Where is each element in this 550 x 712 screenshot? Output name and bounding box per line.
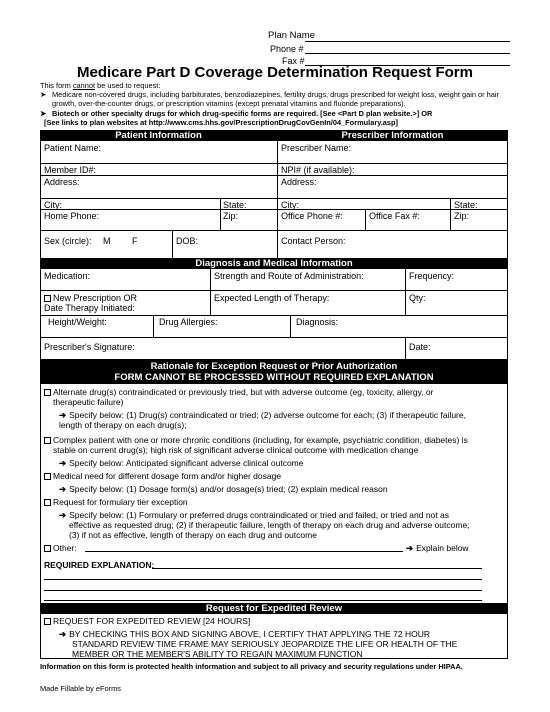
checkbox-icon[interactable] bbox=[44, 473, 51, 480]
arrow-right-icon: ➔ bbox=[59, 458, 67, 468]
checkbox-icon[interactable] bbox=[44, 295, 51, 302]
prescriber-address-field[interactable]: Address: bbox=[281, 177, 317, 187]
explanation-line-4[interactable] bbox=[44, 600, 482, 601]
date-therapy-field[interactable]: Date Therapy Initiated: bbox=[44, 303, 135, 313]
option-medical-need[interactable]: Medical need for different dosage form and/or higher dosage bbox=[44, 471, 281, 481]
prescriber-info-header: Prescriber Information bbox=[277, 130, 508, 141]
qty-field[interactable]: Qty: bbox=[409, 293, 426, 303]
prescriber-name-field[interactable]: Prescriber Name: bbox=[281, 143, 352, 153]
phone-label: Phone # bbox=[270, 44, 304, 54]
page-title: Medicare Part D Coverage Determination Request Form bbox=[77, 64, 473, 81]
new-prescription-option[interactable]: New Prescription OR bbox=[44, 293, 137, 303]
contact-person-field[interactable]: Contact Person: bbox=[281, 236, 346, 246]
expedited-header: Request for Expedited Review bbox=[40, 603, 508, 614]
expedited-request-option[interactable]: REQUEST FOR EXPEDITED REVIEW [24 HOURS] bbox=[44, 616, 250, 626]
patient-info-header: Patient Information bbox=[40, 130, 277, 141]
patient-state-field[interactable]: State: bbox=[223, 200, 247, 210]
intro-bullet-1: ➤ Medicare non-covered drugs, including barbiturates, benzodiazepines, fertility drugs, drugs prescribed for weight loss, weight gain or hair growth, over-the-counter drugs, or prescription vitamins (except prenatal vitamins and fluoride preparations). bbox=[40, 90, 499, 108]
other-field[interactable] bbox=[85, 551, 403, 552]
prescriber-signature-field[interactable]: Prescriber's Signature: bbox=[44, 342, 135, 352]
strength-route-field[interactable]: Strength and Route of Administration: bbox=[214, 271, 364, 281]
option-tier-exception[interactable]: Request for formulary tier exception bbox=[44, 497, 188, 507]
patient-zip-field[interactable]: Zip: bbox=[223, 211, 239, 221]
arrow-right-icon: ➔ bbox=[59, 410, 67, 420]
arrow-right-icon: ➔ bbox=[59, 484, 67, 494]
drug-allergies-field[interactable]: Drug Allergies: bbox=[159, 317, 218, 327]
checkbox-icon[interactable] bbox=[44, 499, 51, 506]
prescriber-state-field[interactable]: State: bbox=[454, 200, 478, 210]
specify-tier-exception-cont: effective as requested drug; (2) if therapeutic failure, length of therapy on each drug and adverse outcome; bbox=[69, 520, 470, 530]
fax-label: Fax # bbox=[282, 56, 305, 66]
expected-length-field[interactable]: Expected Length of Therapy: bbox=[214, 293, 330, 303]
medication-field[interactable]: Medication: bbox=[44, 271, 91, 281]
specify-medical-need: ➔ Specify below: (1) Dosage form(s) and/or dosage(s) tried; (2) explain medical reason bbox=[59, 484, 388, 494]
made-by-label: Made Fillable by eForms bbox=[40, 684, 121, 693]
checkbox-icon[interactable] bbox=[44, 389, 51, 396]
prescriber-zip-field[interactable]: Zip: bbox=[454, 211, 470, 221]
member-id-field[interactable]: Member ID#: bbox=[44, 165, 97, 175]
expedited-cert-cont2: MEMBER OR THE MEMBER'S ABILITY TO REGAIN MAXIMUM FUNCTION bbox=[72, 649, 363, 659]
rationale-header bbox=[40, 359, 508, 384]
sex-m[interactable]: M bbox=[103, 236, 111, 246]
arrow-right-icon: ➔ bbox=[406, 543, 414, 553]
plan-name-field[interactable] bbox=[305, 41, 510, 42]
specify-tier-exception: ➔ Specify below: (1) Formulary or preferred drugs contraindicated or tried and failed, or tried and not as bbox=[59, 510, 449, 520]
checkbox-icon[interactable] bbox=[44, 545, 51, 552]
rationale-title: Rationale for Exception Request or Prior Authorization bbox=[150, 361, 398, 372]
npi-field[interactable]: NPI# (if available): bbox=[281, 165, 355, 175]
diagnosis-header: Diagnosis and Medical Information bbox=[40, 258, 508, 269]
sex-field[interactable]: Sex (circle): M F bbox=[44, 236, 138, 246]
phone-field[interactable] bbox=[305, 53, 510, 54]
option-alternate-drugs[interactable]: Alternate drug(s) contraindicated or previously tried, but with adverse outcome (eg, toxicity, allergy, or bbox=[44, 387, 433, 397]
intro-line: This form cannot be used to request: bbox=[40, 81, 161, 90]
home-phone-field[interactable]: Home Phone: bbox=[44, 211, 100, 221]
patient-address-field[interactable]: Address: bbox=[44, 177, 80, 187]
explanation-line-3[interactable] bbox=[44, 590, 482, 591]
rationale-warning: FORM CANNOT BE PROCESSED WITHOUT REQUIRED EXPLANATION bbox=[114, 372, 434, 383]
dob-field[interactable]: DOB: bbox=[176, 236, 199, 246]
intro-bullet-2: ➤ Biotech or other specialty drugs for which drug-specific forms are required. [See <Part D plan website.>] OR [See links to plan websites at http://www.cms.hhs.gov/PrescriptionDrugCovGenIn/04_Formulary.asp] bbox=[40, 109, 433, 127]
option-other[interactable]: Other: bbox=[44, 543, 77, 553]
hipaa-notice: Information on this form is protected health information and subject to all privacy and security regulations under HIPAA. bbox=[40, 662, 463, 671]
signature-date-field[interactable]: Date: bbox=[409, 342, 431, 352]
expedited-cert: ➔ BY CHECKING THIS BOX AND SIGNING ABOVE, I CERTIFY THAT APPLYING THE 72 HOUR bbox=[59, 629, 431, 639]
diagnosis-field[interactable]: Diagnosis: bbox=[296, 317, 339, 327]
prescriber-city-field[interactable]: City: bbox=[281, 200, 299, 210]
explanation-line-2[interactable] bbox=[44, 579, 482, 580]
expedited-cert-cont: STANDARD REVIEW TIME FRAME MAY SERIOUSLY JEOPARDIZE THE LIFE OR HEALTH OF THE bbox=[72, 639, 458, 649]
option-complex-patient-cont: stable on current drug(s); high risk of significant adverse clinical outcome with medication change bbox=[53, 445, 419, 455]
office-fax-field[interactable]: Office Fax #: bbox=[369, 211, 420, 221]
checkbox-icon[interactable] bbox=[44, 618, 51, 625]
bullet-arrow-icon: ➤ bbox=[40, 109, 47, 118]
option-alternate-drugs-cont: therapeutic failure) bbox=[53, 397, 124, 407]
plan-name-label: Plan Name bbox=[268, 30, 315, 41]
office-phone-field[interactable]: Office Phone #: bbox=[281, 211, 343, 221]
option-complex-patient[interactable]: Complex patient with one or more chronic conditions (including, for example, psychiatric condition, diabetes) is bbox=[44, 435, 468, 445]
frequency-field[interactable]: Frequency: bbox=[409, 271, 455, 281]
patient-city-field[interactable]: City: bbox=[44, 200, 62, 210]
arrow-right-icon: ➔ bbox=[59, 510, 67, 520]
bullet-arrow-icon: ➤ bbox=[40, 90, 47, 99]
specify-alternate-drugs: ➔ Specify below: (1) Drug(s) contraindicated or tried; (2) adverse outcome for each; (3) if therapeutic failure, bbox=[59, 410, 466, 420]
sex-f[interactable]: F bbox=[132, 236, 138, 246]
patient-name-field[interactable]: Patient Name: bbox=[44, 143, 102, 153]
specify-alternate-drugs-cont: length of therapy on each drug(s); bbox=[59, 420, 187, 430]
explanation-line-1[interactable] bbox=[152, 568, 482, 569]
explain-below-note: ➔ Explain below bbox=[406, 543, 469, 553]
required-explanation-label: REQUIRED EXPLANATION: bbox=[44, 560, 155, 570]
arrow-right-icon: ➔ bbox=[59, 629, 67, 639]
height-weight-field[interactable]: Height/Weight: bbox=[48, 317, 107, 327]
specify-complex-patient: ➔ Specify below: Anticipated significant adverse clinical outcome bbox=[59, 458, 304, 468]
checkbox-icon[interactable] bbox=[44, 437, 51, 444]
specify-tier-exception-cont2: (3) if not as effective, length of therapy on each drug and outcome bbox=[69, 530, 317, 540]
